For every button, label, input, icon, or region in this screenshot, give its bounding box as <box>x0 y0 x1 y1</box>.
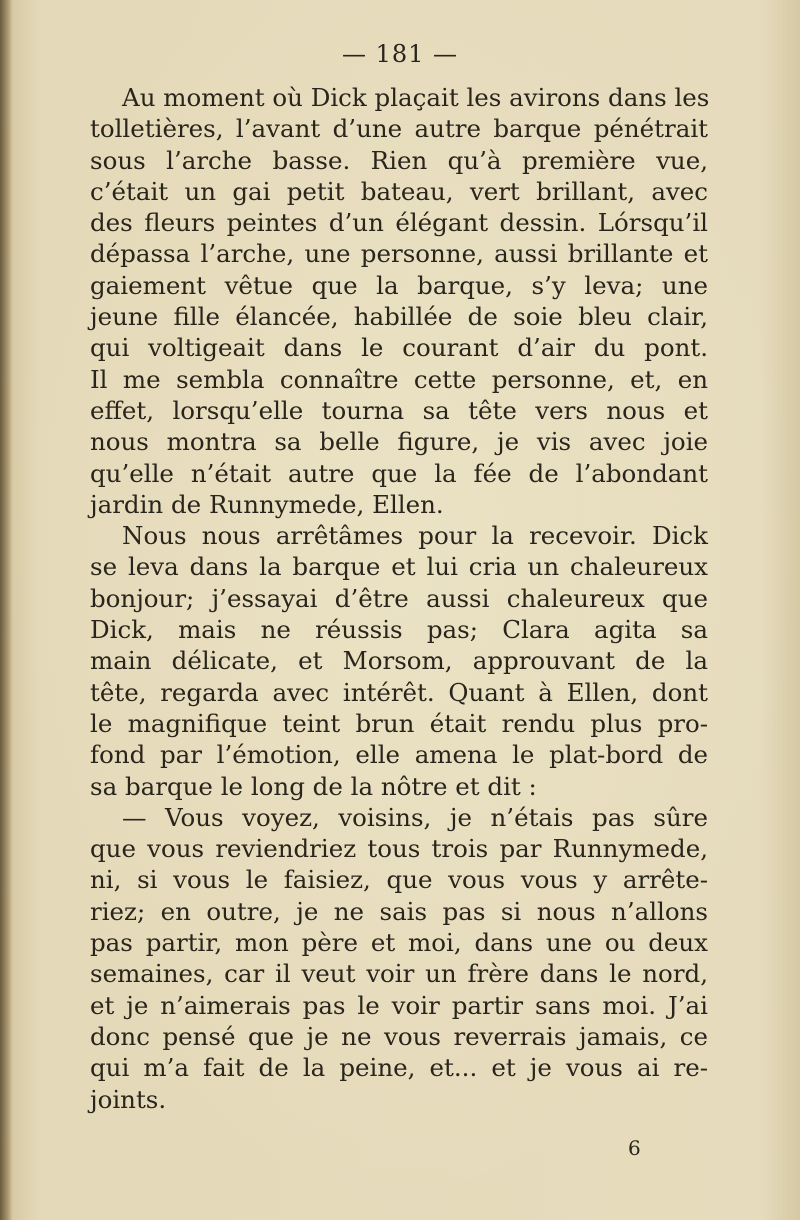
text-line: se leva dans la barque et lui cria un chaleureux <box>90 552 708 582</box>
text-line: ni, si vous le faisiez, que vous vous y arrête- <box>90 865 708 895</box>
text-line: nous montra sa belle figure, je vis avec joie <box>90 427 708 457</box>
text-line: jeune fille élancée, habillée de soie bleu clair, <box>90 302 708 332</box>
text-line: jardin de Runnymede, Ellen. <box>90 489 444 519</box>
text-line: donc pensé que je ne vous reverrais jamais, ce <box>90 1021 708 1051</box>
text-line: qu’elle n’était autre que la fée de l’abondant <box>90 458 708 488</box>
text-line: fond par l’émotion, elle amena le plat-bord de <box>90 740 708 770</box>
text-line: qui m’a fait de la peine, et... et je vous ai re- <box>90 1053 708 1083</box>
text-line: que vous reviendriez tous trois par Runnymede, <box>90 834 708 864</box>
text-line: joints. <box>90 1084 167 1114</box>
text-line: Il me sembla connaître cette personne, et, en <box>90 364 708 394</box>
text-line: tête, regarda avec intérêt. Quant à Ellen, dont <box>90 677 708 707</box>
text-line: Nous nous arrêtâmes pour la recevoir. Dick <box>122 521 708 551</box>
text-line: riez; en outre, je ne sais pas si nous n’allons <box>90 896 708 926</box>
text-line: dépassa l’arche, une personne, aussi brillante et <box>90 239 708 269</box>
text-line: pas partir, mon père et moi, dans une ou deux <box>90 928 708 958</box>
text-line: qui voltigeait dans le courant d’air du pont. <box>90 333 708 363</box>
text-line: effet, lorsqu’elle tourna sa tête vers nous et <box>90 395 708 425</box>
text-line: Dick, mais ne réussis pas; Clara agita sa <box>90 615 708 645</box>
text-line: tolletières, l’avant d’une autre barque pénétrait <box>90 114 708 144</box>
page-number: — 181 — <box>341 40 459 68</box>
text-line: sous l’arche basse. Rien qu’à première vue, <box>90 145 708 175</box>
text-line: semaines, car il veut voir un frère dans le nord, <box>90 959 708 989</box>
text-line: le magnifique teint brun était rendu plus pro- <box>90 708 708 738</box>
text-line: — Vous voyez, voisins, je n’étais pas sûre <box>122 802 708 832</box>
page-binding-edge <box>0 0 12 1220</box>
text-line: Au moment où Dick plaçait les avirons dans les <box>122 83 710 112</box>
text-line: des fleurs peintes d’un élégant dessin. Lórsqu’il <box>90 208 708 238</box>
body-text <box>90 82 708 1115</box>
text-line: bonjour; j’essayai d’être aussi chaleureux que <box>90 583 708 613</box>
text-line: gaiement vêtue que la barque, s’y leva; une <box>90 270 708 300</box>
text-line: c’était un gai petit bateau, vert brillant, avec <box>90 176 708 206</box>
text-line: et je n’aimerais pas le voir partir sans moi. J’ai <box>90 990 708 1020</box>
text-line: main délicate, et Morsom, approuvant de la <box>90 646 708 676</box>
text-line: sa barque le long de la nôtre et dit : <box>90 771 537 801</box>
signature-mark: 6 <box>628 1136 641 1160</box>
